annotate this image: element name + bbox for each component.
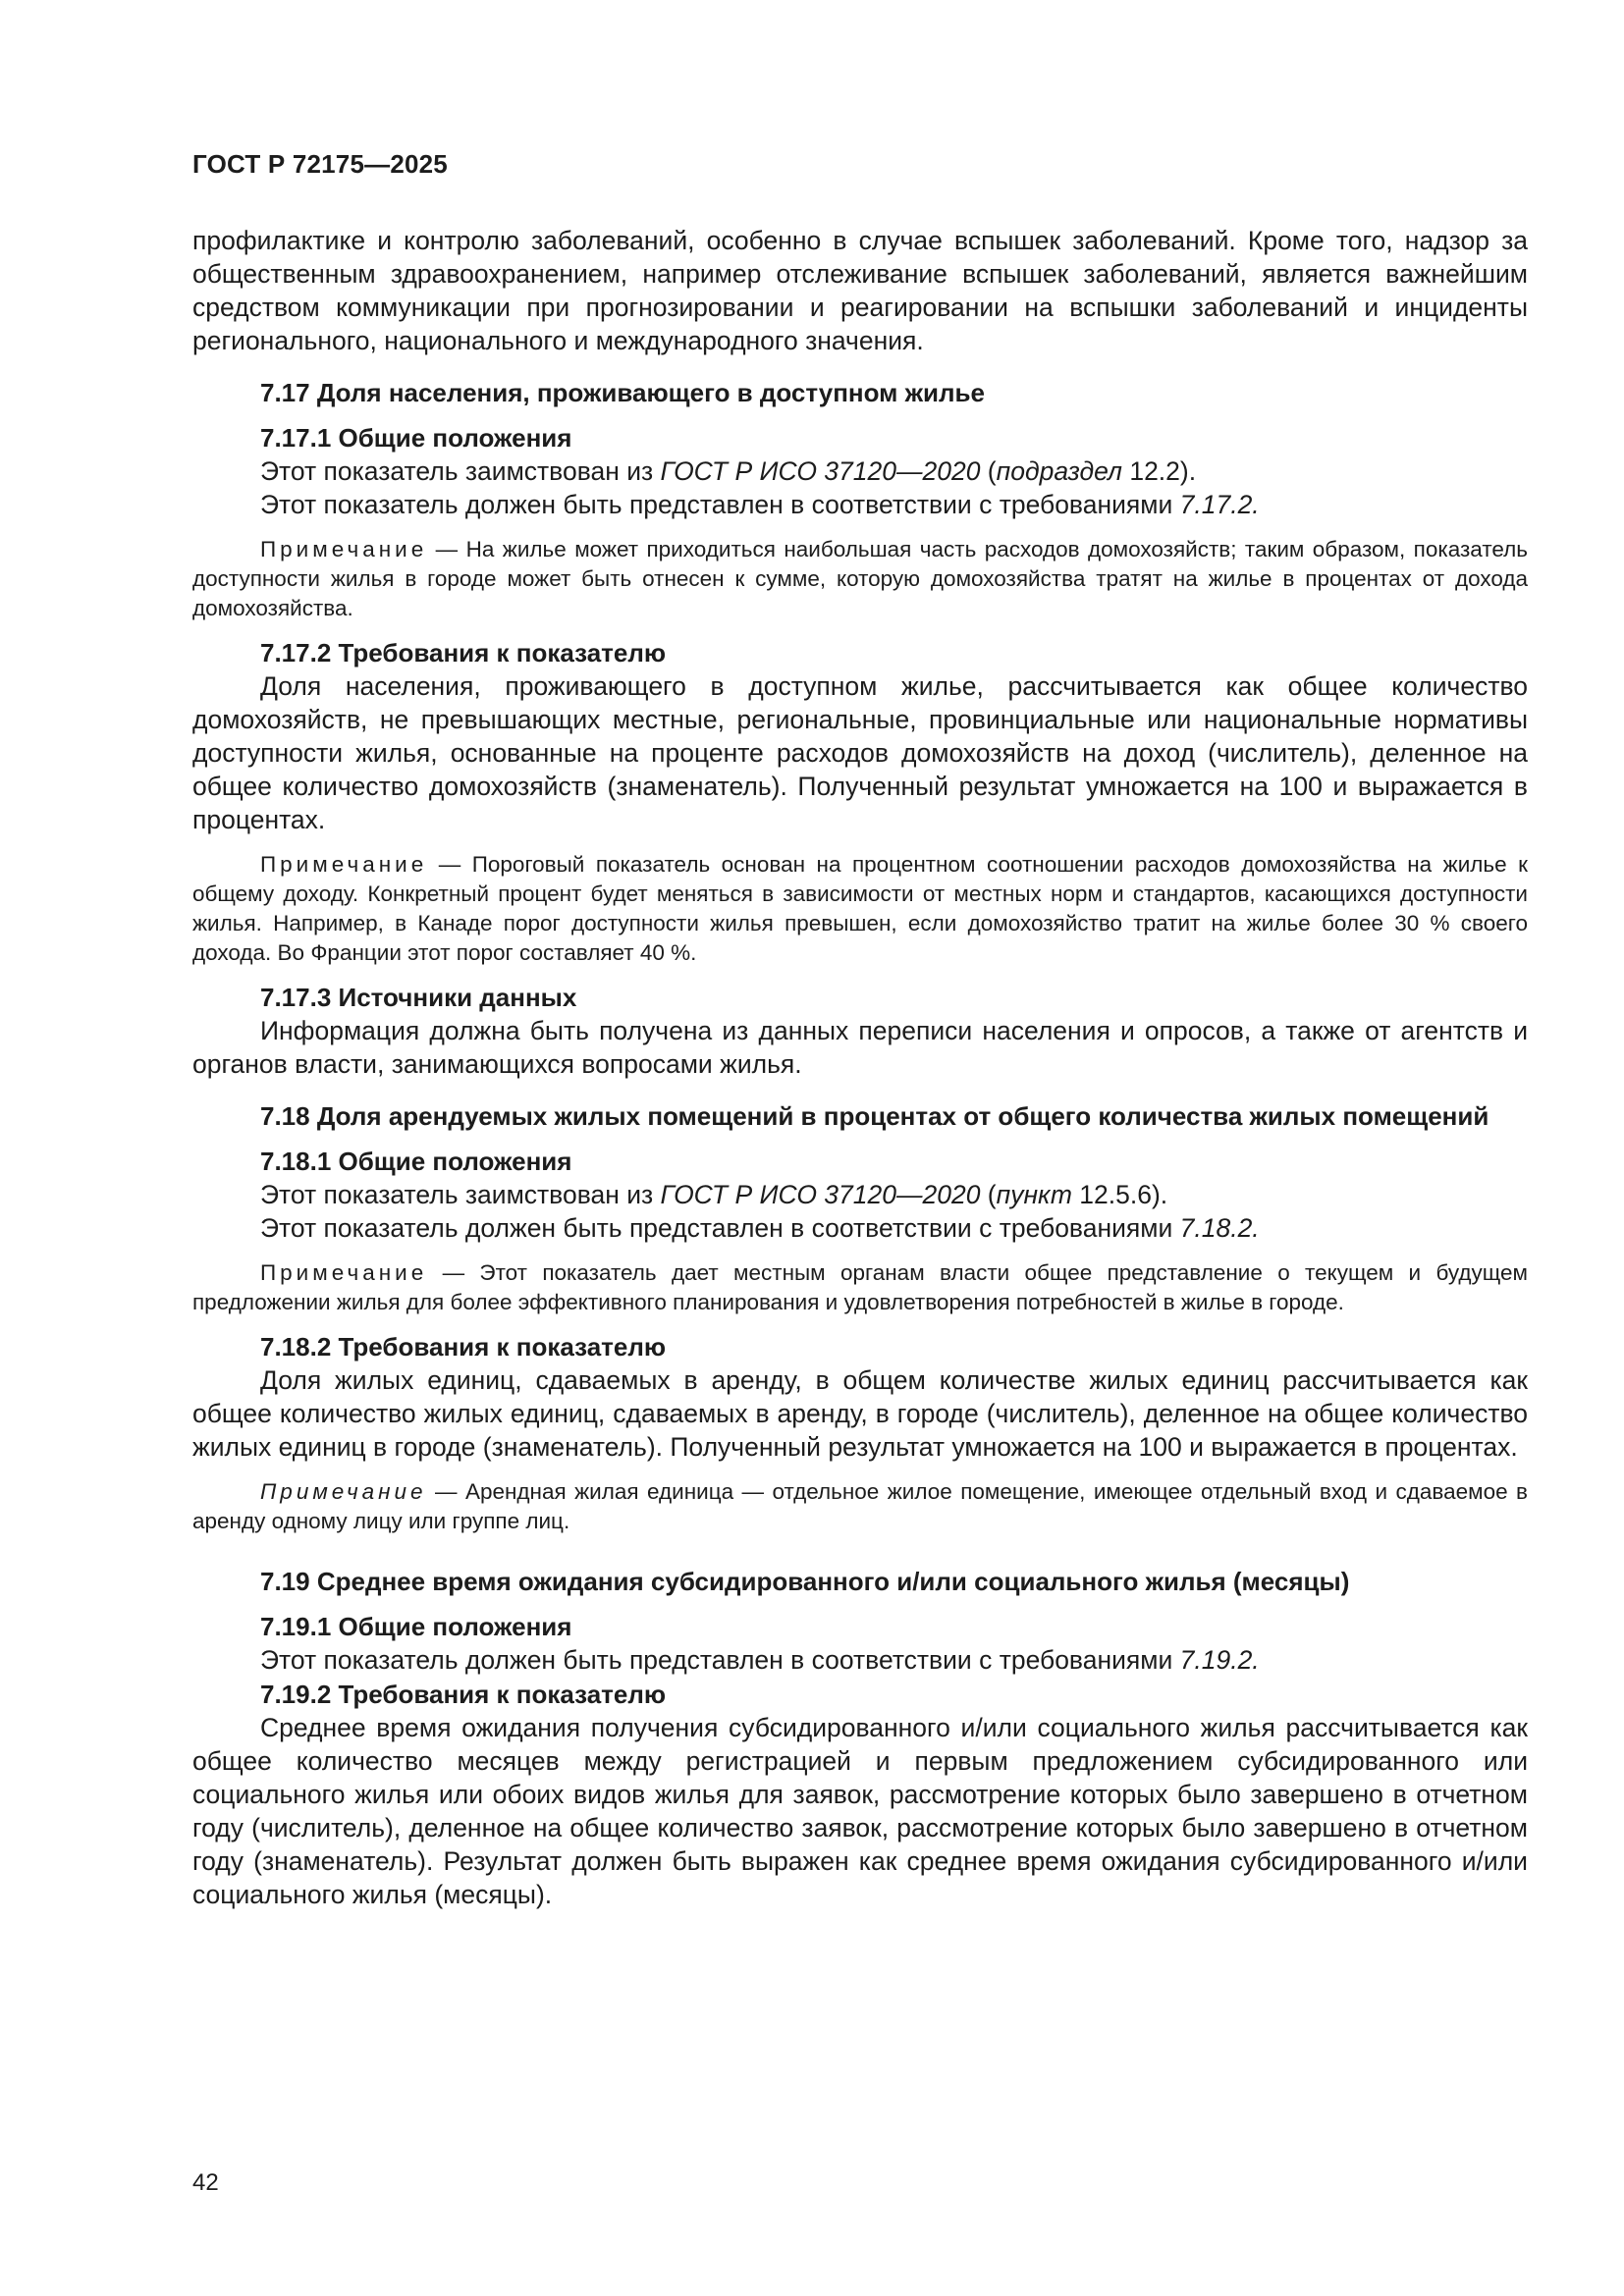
section-7-18-1-line2: Этот показатель должен быть представлен в соответствии с требованиями 7.18.2. xyxy=(260,1213,1260,1243)
note-7-17-2: Примечание — Пороговый показатель основан на процентном соотношении расходов домохозяйства на жилье к общему доходу. Конкретный процент будет меняться в зависимости от местных норм и стандартов, касающихся доступности жилья. Например, в Канаде порог доступности жилья превышен, если домохозяйство тратит на жилье более 30 % своего дохода. Во Франции этот порог составляет 40 %. xyxy=(192,852,1528,965)
gost-reference: ГОСТ Р ИСО 37120—2020 xyxy=(660,456,981,486)
section-7-17-2-heading: 7.17.2 Требования к показателю xyxy=(260,638,667,667)
section-7-17-3-text: Информация должна быть получена из данных переписи населения и опросов, а также от агентств и органов власти, занимающихся вопросами жилья. xyxy=(192,1016,1528,1079)
section-7-19-heading: 7.19 Среднее время ожидания субсидированного и/или социального жилья (месяцы) xyxy=(260,1567,1350,1596)
gost-reference: ГОСТ Р ИСО 37120—2020 xyxy=(660,1180,981,1209)
intro-paragraph: профилактике и контролю заболеваний, особенно в случае вспышек заболеваний. Кроме того, надзор за общественным здравоохранением, например отслеживание вспышек заболеваний, является важнейшим средством коммуникации при прогнозировании и реагировании на вспышки заболеваний и инциденты регионального, национального и международного значения. xyxy=(192,226,1528,355)
section-7-17-3-heading: 7.17.3 Источники данных xyxy=(260,983,577,1012)
section-7-18-2-text: Доля жилых единиц, сдаваемых в аренду, в общем количестве жилых единиц рассчитывается как общее количество жилых единиц, сдаваемых в аренду, в городе (числитель), деленное на общее количество жилых единиц в городе (знаменатель). Полученный результат умножается на 100 и выражается в процентах. xyxy=(192,1365,1528,1462)
section-7-19-1-heading: 7.19.1 Общие положения xyxy=(260,1612,572,1641)
section-7-17-1-line1: Этот показатель заимствован из ГОСТ Р ИСО 37120—2020 (подраздел 12.2). xyxy=(260,456,1197,486)
clause-reference: 7.19.2. xyxy=(1179,1645,1260,1675)
section-7-18-1-line1: Этот показатель заимствован из ГОСТ Р ИСО 37120—2020 (пункт 12.5.6). xyxy=(260,1180,1168,1209)
note-7-18-1: Примечание — Этот показатель дает местным органам власти общее представление о текущем и будущем предложении жилья для более эффективного планирования и удовлетворения потребностей в жилье в городе. xyxy=(192,1260,1528,1314)
clause-reference: 7.18.2. xyxy=(1179,1213,1260,1243)
section-7-17-1-line2: Этот показатель должен быть представлен в соответствии с требованиями 7.17.2. xyxy=(260,490,1260,519)
document-body xyxy=(192,224,1528,1911)
section-7-18-2-heading: 7.18.2 Требования к показателю xyxy=(260,1332,667,1362)
section-7-18-1-heading: 7.18.1 Общие положения xyxy=(260,1147,572,1176)
section-7-17-1-heading: 7.17.1 Общие положения xyxy=(260,423,572,453)
page-number: 42 xyxy=(192,2169,219,2196)
section-7-17-heading: 7.17 Доля населения, проживающего в доступном жилье xyxy=(260,378,986,407)
clause-reference: 7.17.2. xyxy=(1179,490,1260,519)
section-7-17-2-text: Доля населения, проживающего в доступном жилье, рассчитывается как общее количество домохозяйств, не превышающих местные, региональные, провинциальные или национальные нормативы доступности жилья, основанные на проценте расходов домохозяйств на доход (числитель), деленное на общее количество домохозяйств (знаменатель). Полученный результат умножается на 100 и выражается в процентах. xyxy=(192,671,1528,834)
note-label: Примечание xyxy=(260,852,428,877)
section-7-19-1-line: Этот показатель должен быть представлен в соответствии с требованиями 7.19.2. xyxy=(260,1645,1260,1675)
note-7-17-1: Примечание — На жилье может приходиться наибольшая часть расходов домохозяйств; таким образом, показатель доступности жилья в городе может быть отнесен к сумме, которую домохозяйства тратят на жилье в процентах от дохода домохозяйства. xyxy=(192,537,1528,620)
section-7-18-heading: 7.18 Доля арендуемых жилых помещений в процентах от общего количества жилых помещений xyxy=(260,1101,1489,1131)
note-label: Примечание xyxy=(260,1260,428,1285)
note-label: Примечание xyxy=(260,1479,427,1504)
document-header: ГОСТ Р 72175—2025 xyxy=(192,149,448,179)
note-7-18-2: Примечание — Арендная жилая единица — отдельное жилое помещение, имеющее отдельный вход и сдаваемое в аренду одному лицу или группе лиц. xyxy=(192,1479,1528,1533)
section-7-19-2-heading: 7.19.2 Требования к показателю xyxy=(260,1680,667,1709)
section-7-19-2-text: Среднее время ожидания получения субсидированного и/или социального жилья рассчитывается как общее количество месяцев между регистрацией и первым предложением субсидированного или социального жилья или обоих видов жилья для заявок, рассмотрение которых было завершено в отчетном году (числитель), деленное на общее количество заявок, рассмотрение которых было завершено в отчетном году (знаменатель). Результат должен быть выражен как среднее время ожидания субсидированного и/или социального жилья (месяцы). xyxy=(192,1713,1528,1909)
note-label: Примечание xyxy=(260,537,428,561)
